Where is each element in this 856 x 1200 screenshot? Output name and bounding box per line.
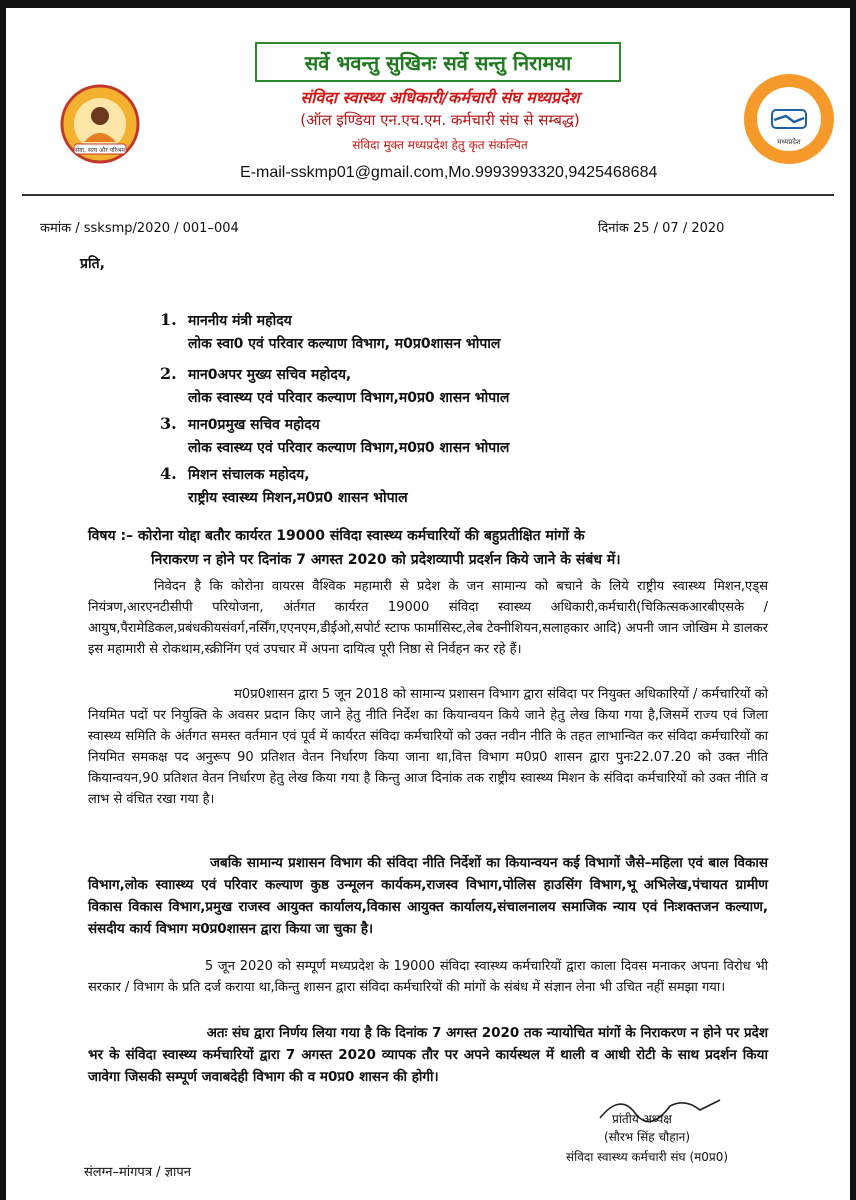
left-border bbox=[0, 0, 6, 1200]
organization-name: संविदा स्वास्थ्य अधिकारी/कर्मचारी संघ मध्यप्रदेश bbox=[300, 88, 580, 107]
left-logo-caption: सेवा, सत्य और परिश्रम bbox=[75, 147, 125, 154]
affiliation-line: (ऑल इण्डिया एन.एच.एम. कर्मचारी संघ से सम्बद्ध) bbox=[300, 111, 580, 129]
right-union-logo bbox=[742, 72, 836, 166]
paragraph-departments: जबकि सामान्य प्रशासन विभाग की संविदा नीति निर्देशों का कियान्वयन कई विभागों जैसे–महिला एवं बाल विकास विभाग,लोक स्वाास्थ्य एवं परिवार कल्याण कुष्ठ उन्मूलन कार्यकम,राजस्व विभाग,पोलिस हाउसिंग विभाग,भू अभिलेख,पंचायत ग्रामीण विकास विकास विभाग,प्रमुख राजस्व आयुक्त कार्यालय,विकास आयुक्त कार्यालय,संचालनालय समाजिक न्याय एवं निःशक्तजन कल्याण, संसदीय कार्य विभाग म0प्र0शासन द्वारा किया जा चुका है। bbox=[88, 855, 773, 937]
left-emblem-logo bbox=[60, 84, 140, 164]
paragraph-intro: निवेदन है कि कोरोना वायरस वैश्विक महामारी से प्रदेश के जन सामान्य को बचाने के लिये राष्ट्रीय स्वास्थ्य मिशन,एड्स नियंत्रण,आरएनटीसीपी परियोजना, अंर्तगत कार्यरत 19000 संविदा स्वास्थ्य अधिकारी,कर्मचारी(चिकित्सकआरबीएसके / आयुष,पैरामेडिकल,प्रबंधकीयसंवर्ग,नर्सिंग,एएनएम,डीईओ,सपोर्ट स्टाफ फार्मासिस्ट,लेब टेक्नीशियन,सलाहकार आदि) अपनी जान जोखिम मे डालकर इस महामारी से रोकथाम,स्क्रीनिंग एवं उपचार में अपना दायित्व पूरी निष्ठा से निर्वहन कर रहे हैं। bbox=[88, 579, 773, 657]
addressee-label: प्रति, bbox=[80, 256, 105, 272]
resolve-tagline: संविदा मुक्त मध्यप्रदेश हेतु कृत संकल्पित bbox=[352, 138, 528, 152]
letter-date: दिनांक 25 / 07 / 2020 bbox=[598, 221, 725, 236]
paragraph-black-day: 5 जून 2020 को सम्पूर्ण मध्यप्रदेश के 19000 संविदा स्वास्थ्य कर्मचारियों द्वारा काला दिवस मनाकर अपना विरोध भी सरकार / विभाग के प्रति दर्ज कराया था,किन्तु शासन द्वारा संविदा कर्मचारियों की मांगों के संबंध में संज्ञान लेना भी उचित नहीं समझा गया। bbox=[88, 959, 773, 995]
recipient-item: 1. माननीय मंत्री महोदय लोक स्वा0 एवं परिवार कल्याण विभाग, म0प्र0शासन भोपाल bbox=[160, 310, 501, 352]
recipient-item: 4. मिशन संचालक महोदय, राष्ट्रीय स्वास्थ्य मिशन,म0प्र0 शासन भोपाल bbox=[160, 464, 408, 506]
signatory-organization: संविदा स्वास्थ्य कर्मचारी संघ (म0प्र0) bbox=[566, 1150, 729, 1164]
paragraph-policy: म0प्र0शासन द्वारा 5 जून 2018 को सामान्य प्रशासन विभाग द्वारा संविदा पर नियुक्त अधिकारियों / कर्मचारियों को नियमित पदों पर नियुक्ति के अवसर प्रदान किए जाने हेतु नीति निर्देश का कियान्वयन किये जाने हेतु लेख किया गया है,जिसमें राज्य एवं जिला स्वास्थ्य समिति के अंर्तगत समस्त वर्तमान एवं पूर्व में कार्यरत संविदा कर्मचारियों को उक्त नवीन नीति के तहत लाभान्वित कर संविदा कर्मचारियों का नियमित समकक्ष पद अनुरूप 90 प्रतिशत वेतन निर्धारण किया जाना था,वित्त विभाग म0प्र0 शासन द्वारा पुनः22.07.20 को उक्त नीति कियान्वयन,90 प्रतिशत वेतन निर्धारण हेतु लेख किया गया है किन्तु आज दिनांक तक राष्ट्रीय स्वास्थ्य मिशन के संविदा कर्मचारियों को उक्त नीति व लाभ से वंचित रखा गया है। bbox=[88, 687, 773, 807]
enclosure-note: संलग्न–मांगपत्र / ज्ञापन bbox=[84, 1165, 191, 1180]
right-border bbox=[850, 0, 856, 1200]
right-logo-caption: मध्यप्रदेश bbox=[777, 138, 801, 146]
reference-number: कमांक / ssksmp/2020 / 001–004 bbox=[40, 221, 239, 236]
recipient-item: 3. मान0प्रमुख सचिव महोदय लोक स्वास्थ्य एवं परिवार कल्याण विभाग,म0प्र0 शासन भोपाल bbox=[160, 414, 510, 456]
top-border bbox=[0, 0, 856, 8]
signatory-title: प्रांतीय अध्यक्ष bbox=[612, 1112, 672, 1126]
signatory-name: (सौरभ सिंह चौहान) bbox=[604, 1130, 691, 1144]
contact-line: E-mail-sskmp01@gmail.com,Mo.9993993320,9425468684 bbox=[240, 164, 658, 181]
paragraph-decision: अतः संघ द्वारा निर्णय लिया गया है कि दिनांक 7 अगस्त 2020 तक न्यायोचित मांगों के निराकरण न होने पर प्रदेश भर के संविदा स्वास्थ्य कर्मचारियों द्वारा 7 अगस्त 2020 व्यापक तौर पर अपने कार्यस्थल में थाली व आधी रोटी के साथ प्रदर्शन किया जावेगा जिसकी सम्पूर्ण जवाबदेही विभाग की व म0प्र0 शासन की होगी। bbox=[88, 1025, 773, 1085]
header-divider bbox=[22, 194, 834, 196]
motto-banner: सर्वे भवन्तु सुखिनः सर्वे सन्तु निरामया bbox=[255, 42, 621, 82]
subject-line: विषय :– कोरोना योद्दा बतौर कार्यरत 19000 संविदा स्वास्थ्य कर्मचारियों की बहुप्रतीक्षित मांगों के निराकरण न होने पर दिनांक 7 अगस्त 2020 को प्रदेशव्यापी प्रदर्शन किये जाने के संबंध में। bbox=[88, 528, 621, 568]
recipient-item: 2. मान0अपर मुख्य सचिव महोदय, लोक स्वास्थ्य एवं परिवार कल्याण विभाग,म0प्र0 शासन भोपाल bbox=[160, 364, 510, 406]
